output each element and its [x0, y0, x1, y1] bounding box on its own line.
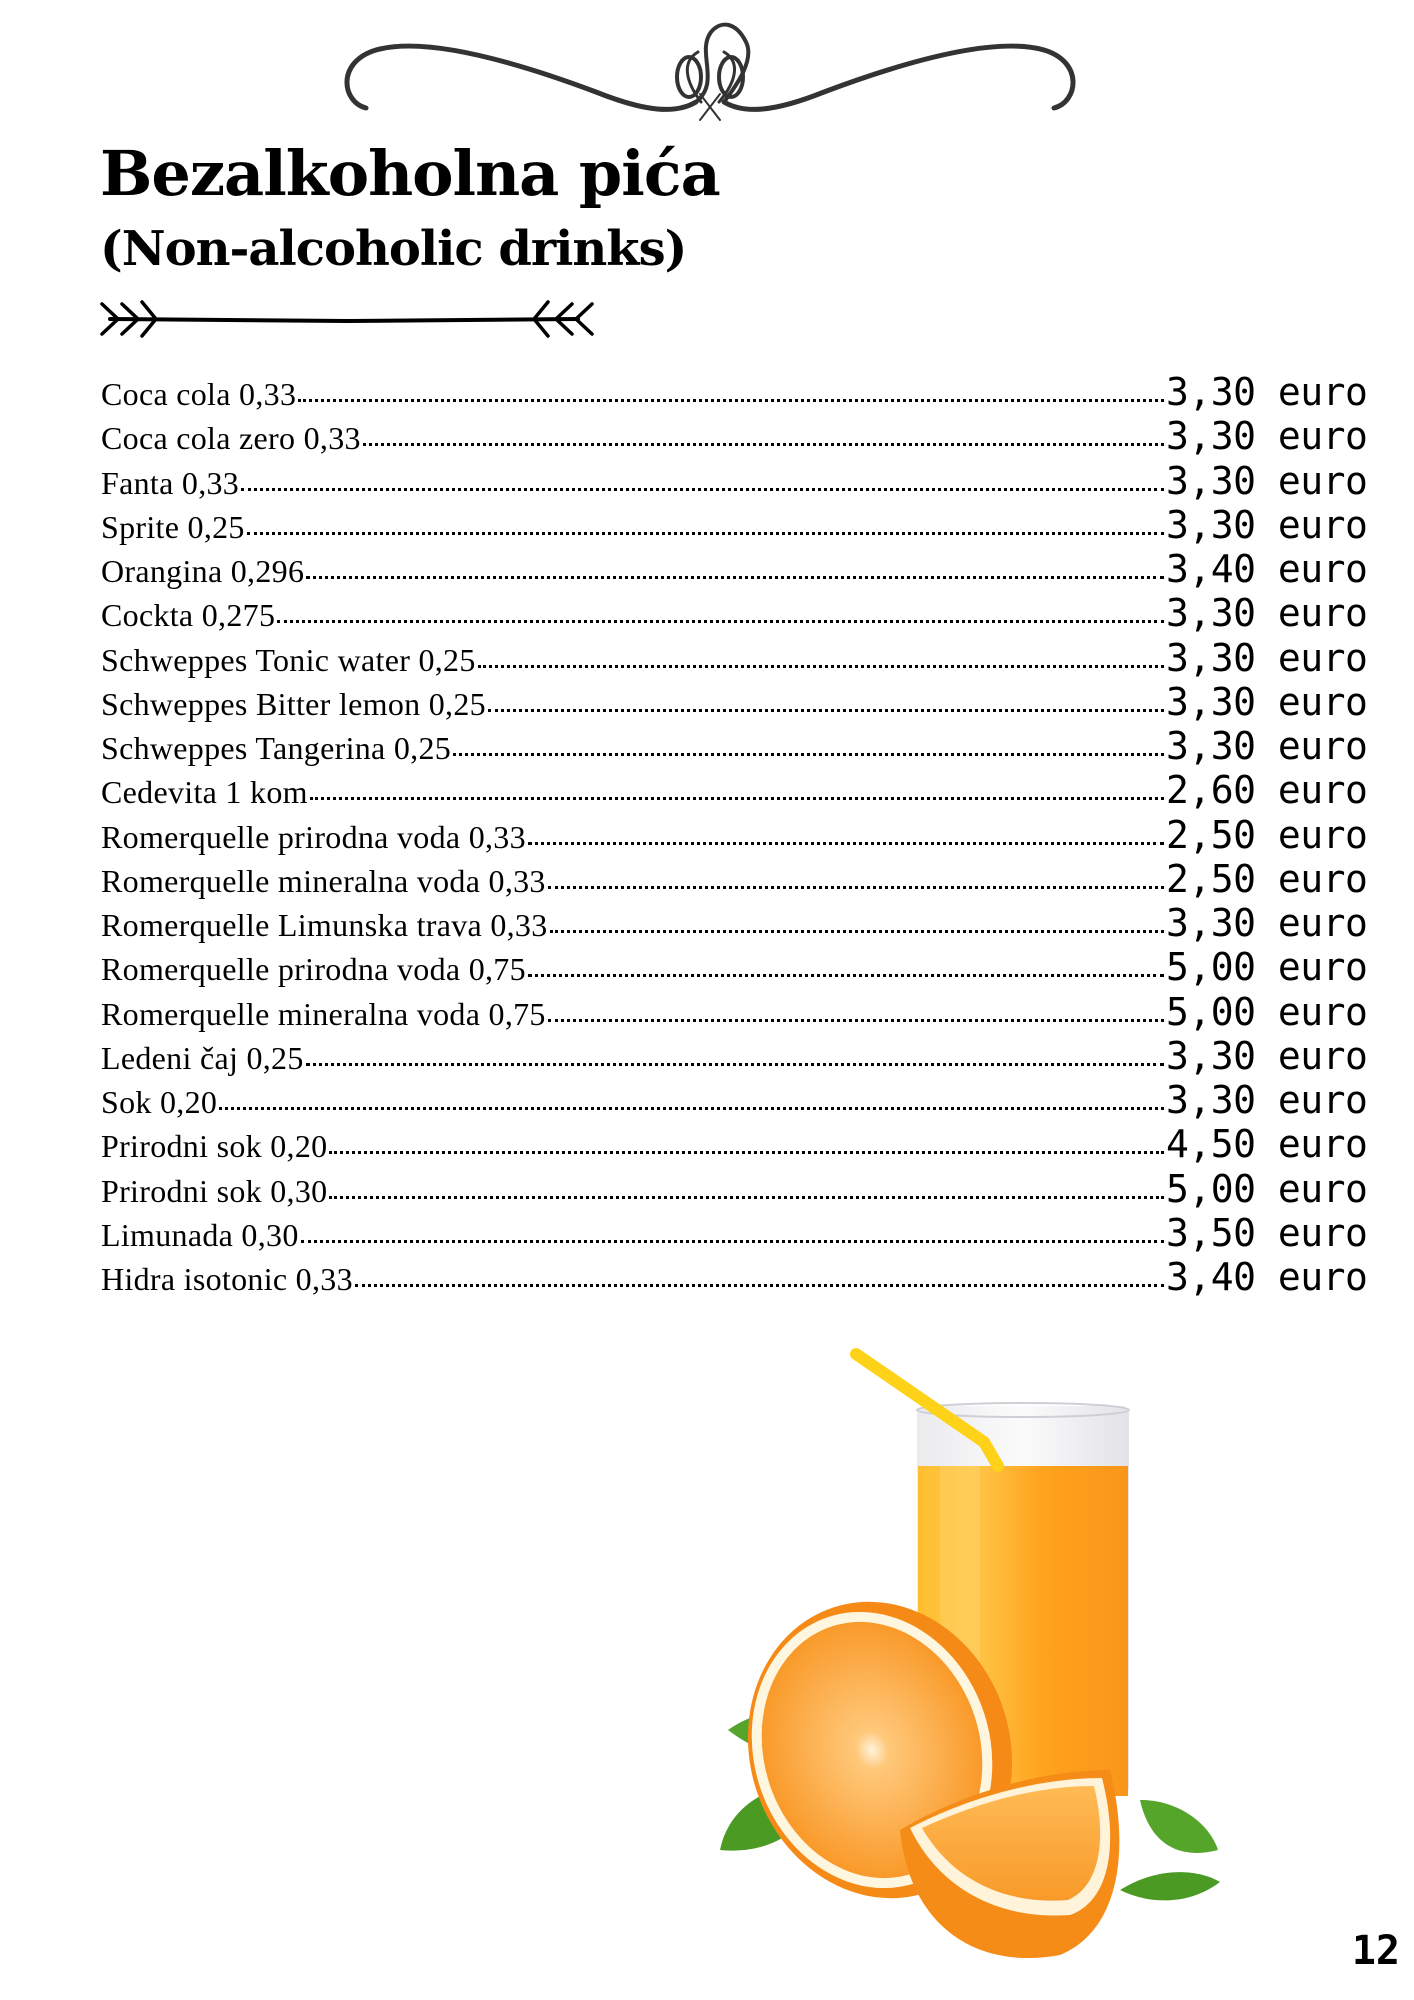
menu-item-orangina	[101, 547, 1368, 591]
item-name: Fanta 0,33	[101, 464, 240, 501]
dot-leader	[329, 1196, 1164, 1199]
item-price: 3,30 euro	[1166, 502, 1368, 547]
menu-item-prirodni-sok-020	[101, 1122, 1368, 1167]
dot-leader	[310, 797, 1164, 800]
item-name: Hidra isotonic 0,33	[101, 1261, 353, 1297]
item-price: 3,30 euro	[1166, 370, 1368, 414]
dot-leader	[298, 399, 1164, 402]
item-price: 4,50 euro	[1166, 1122, 1368, 1167]
dot-leader	[355, 1284, 1164, 1287]
dot-leader	[277, 620, 1164, 623]
page-title: Bezalkoholna pića	[100, 137, 720, 210]
dot-leader	[548, 1019, 1164, 1022]
item-price: 3,50 euro	[1166, 1210, 1368, 1255]
item-name: Romerquelle mineralna voda 0,75	[101, 995, 546, 1032]
page-subtitle: (Non-alcoholic drinks)	[100, 221, 687, 277]
menu-item-coca-cola-zero	[101, 414, 1368, 459]
menu-item-hidra-isotonic	[101, 1255, 1368, 1299]
dot-leader	[247, 532, 1164, 535]
item-name: Romerquelle mineralna voda 0,33	[101, 862, 546, 899]
item-name: Schweppes Bitter lemon 0,25	[101, 685, 486, 722]
item-price: 5,00 euro	[1166, 1166, 1368, 1211]
item-name: Romerquelle prirodna voda 0,75	[101, 951, 526, 988]
item-name: Sok 0,20	[101, 1084, 218, 1120]
dot-leader	[550, 930, 1164, 933]
orange-juice-illustration	[700, 1330, 1260, 1980]
item-price: 5,00 euro	[1166, 989, 1368, 1034]
item-price: 3,40 euro	[1166, 1255, 1368, 1299]
item-price: 3,30 euro	[1166, 414, 1368, 459]
dot-leader	[528, 842, 1164, 845]
dot-leader	[301, 1240, 1164, 1243]
item-name: Schweppes Tangerina 0,25	[101, 730, 452, 766]
menu-item-schweppes-tonic	[101, 635, 1368, 680]
item-name: Orangina 0,296	[101, 553, 305, 589]
item-price: 2,50 euro	[1166, 856, 1368, 901]
drinks-price-list	[101, 370, 1368, 1299]
dot-leader	[528, 974, 1164, 977]
menu-item-romerquelle-prirodna-033	[101, 812, 1368, 857]
menu-item-sprite	[101, 502, 1368, 547]
item-price: 3,30 euro	[1166, 1078, 1368, 1122]
menu-item-coca-cola	[101, 370, 1368, 414]
item-name: Schweppes Tonic water 0,25	[101, 641, 476, 678]
item-name: Coca cola 0,33	[101, 376, 297, 412]
menu-item-ledeni-caj	[101, 1033, 1368, 1078]
flourish-ornament-icon	[336, 22, 1084, 126]
menu-item-romerquelle-prirodna-075	[101, 945, 1368, 990]
item-price: 3,30 euro	[1166, 635, 1368, 680]
menu-item-romerquelle-mineralna-075	[101, 989, 1368, 1034]
item-price: 3,30 euro	[1166, 458, 1368, 503]
item-price: 2,60 euro	[1166, 768, 1368, 813]
item-name: Ledeni čaj 0,25	[101, 1039, 304, 1076]
arrow-divider-icon	[98, 298, 596, 340]
menu-item-romerquelle-limunska-trava	[101, 901, 1368, 945]
menu-item-schweppes-bitter-lemon	[101, 679, 1368, 724]
dot-leader	[453, 753, 1164, 756]
item-name: Cockta 0,275	[101, 597, 276, 634]
dot-leader	[241, 488, 1164, 491]
dot-leader	[363, 443, 1164, 446]
item-name: Sprite 0,25	[101, 508, 245, 545]
item-price: 5,00 euro	[1166, 945, 1368, 990]
menu-item-cockta	[101, 591, 1368, 636]
dot-leader	[548, 886, 1164, 889]
menu-item-cedevita	[101, 768, 1368, 813]
page-number: 12	[1351, 1928, 1400, 1974]
item-price: 3,40 euro	[1166, 547, 1368, 591]
menu-item-sok	[101, 1078, 1368, 1122]
menu-item-fanta	[101, 458, 1368, 503]
item-price: 2,50 euro	[1166, 812, 1368, 857]
item-name: Limunada 0,30	[101, 1216, 299, 1253]
item-name: Romerquelle Limunska trava 0,33	[101, 907, 548, 943]
item-name: Cedevita 1 kom	[101, 774, 308, 811]
item-name: Coca cola zero 0,33	[101, 420, 361, 457]
menu-item-prirodni-sok-030	[101, 1166, 1368, 1211]
dot-leader	[329, 1151, 1164, 1154]
item-price: 3,30 euro	[1166, 1033, 1368, 1078]
menu-item-limunada	[101, 1210, 1368, 1255]
item-name: Romerquelle prirodna voda 0,33	[101, 818, 526, 855]
dot-leader	[488, 709, 1164, 712]
dot-leader	[306, 1063, 1164, 1066]
dot-leader	[306, 576, 1164, 579]
dot-leader	[219, 1107, 1164, 1110]
item-price: 3,30 euro	[1166, 901, 1368, 945]
menu-item-romerquelle-mineralna-033	[101, 856, 1368, 901]
item-name: Prirodni sok 0,20	[101, 1128, 328, 1165]
item-price: 3,30 euro	[1166, 591, 1368, 636]
menu-item-schweppes-tangerina	[101, 724, 1368, 768]
item-price: 3,30 euro	[1166, 724, 1368, 768]
item-name: Prirodni sok 0,30	[101, 1172, 328, 1209]
item-price: 3,30 euro	[1166, 679, 1368, 724]
dot-leader	[478, 665, 1164, 668]
